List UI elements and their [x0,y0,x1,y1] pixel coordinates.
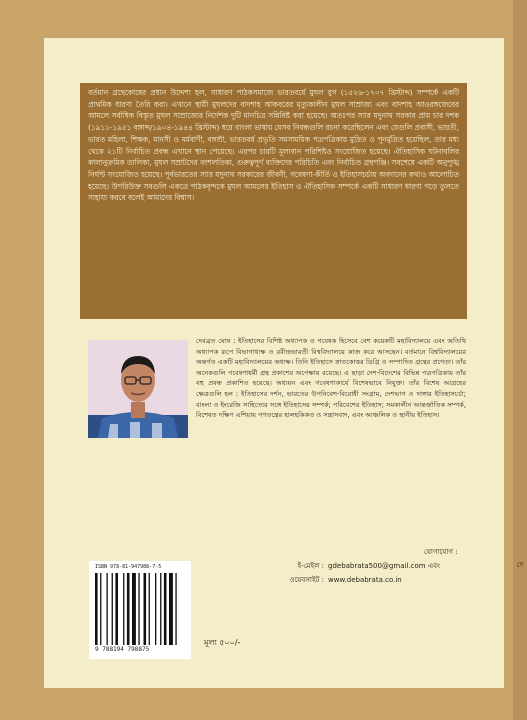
author-bio [196,336,466,566]
website-row [274,573,474,587]
barcode-bars [95,573,185,645]
back-cover-panel [44,38,504,688]
isbn-barcode [89,561,191,659]
bio-text: দেবব্রত ঘোষ : ইতিহাসের বিশিষ্ট অধ্যাপক ও গবেষক হিসেবে বেশ কয়েকটি মহাবিদ্যালয়ে এবং অতিথি অধ্যাপক রূপে বিভাগাধ্যক্ষ ও রবীন্দ্রভারতী বিশ্ববিদ্যালয়ে কাজ করে আসছেন। বর্তমানে বিশ্ববিদ্যালয়ের অন্তর্গত একটি মহাবিদ্যালয়ের অধ্যক্ষ। তিনি ইতিহাসে স্নাতকোত্তর ডিগ্রি ও সম্পাদিত গ্রন্থের প্রণেতা। তাঁর অনেকগুলি গবেষণাধর্মী গ্রন্থ প্রকাশের অপেক্ষায় রয়েছে। এ ছাড়া দেশ-বিদেশের বিভিন্ন পত্রপত্রিকায় তাঁর বহু প্রবন্ধ প্রকাশিত হয়েছে। অধ্যয়ন এবং গবেষণাকার্যে বিশেষভাবে নিযুক্ত। তাঁর বিশেষ আগ্রহের ক্ষেত্রগুলি হল : ইতিহাসের দর্শন, ভারতের উপনিবেশ-বিরোধী সংগ্রাম, দেশভাগ ও দাঙ্গার ইতিহাসচর্চা; বাংলা ও ইংরেজি সাহিত্যের সঙ্গে ইতিহাসের সম্পর্ক; পরিবেশের ইতিহাস; সমকালীন আন্তর্জাতিক সম্পর্ক, বিশেষত দক্ষিণ এশিয়ায় গণতন্ত্রের হালহকিকত ও সন্ত্রাসবাদ, এবং আঞ্চলিক ও স্থানীয় ইতিহাস। [196,337,466,420]
email-address[interactable]: gdebabrata500@gmail.com এবং [328,562,441,570]
website-label: ওয়েবসাইট : [289,576,324,584]
price-label: মূল্য ৫০০/- [204,638,241,647]
spine-text: দে [516,560,524,569]
email-label: ই-মেইল : [297,562,324,570]
barcode-number: 9 788194 798875 [95,646,150,653]
isbn-text: ISBN 978-81-947988-7-5 [95,564,162,570]
blurb-text: বর্তমান গ্রন্থেকোষের প্রধান উদ্দেশ্য হল, সাধারণ পাঠকসমাজে ভারতবর্ষে মুঘল যুগ (১৫২৬-১৭০৭ খ্রিস্টাব্দ) সম্পর্কে একটি প্রাথমিক ধারণা তৈরি করা। এখানে স্থায়ী মুঘলদের বাদশাহ আকবরের মৃত্যুকালীন মুঘল সাম্রাজ্য এবং বাদশাহ আওরঙ্গজেবের আমলে সর্বাধিক বিস্তৃত মুঘল সাম্রাজ্যের নির্দেশক দুটি মানচিত্র সন্নিবিষ্ট করা হয়েছে। অতঃপর স্যার যদুনাথ সরকার প্রায় চার দশক (১৯১১-১৯৫১ বঙ্গাব্দ/১৯০৪-১৯৪৪ খ্রিস্টাব্দ) ধরে বাংলা ভাষায় যেসব নিবন্ধগুলি রচনা করেছিলেন এবং যেগুলি প্রবাসী, ভারতী, ভারত মহিলা, শিক্ষক, মানসী ও মর্মবাণী, বঙ্গশ্রী, ভারতবর্ষ প্রভৃতি সমসাময়িক পত্রপত্রিকায় মুদ্রিত ও পুনর্মুদ্রিত হয়েছিল, তার মধ্য থেকে ২১টি নির্বাচিত প্রবন্ধ এখানে স্থান পেয়েছে। এরপর চারটি মূল্যবান পরিশিষ্টও সংযোজিত হয়েছে। ঐতিহাসিক ঘটনাবলির কালানুক্রমিক তালিকা, মুঘল সম্রাটদের বংশলতিকা, গুরুত্বপূর্ণ ব্যক্তিদের পরিচিতি এবং নির্বাচিত গ্রন্থপঞ্জি। সবশেষে একটি অনুপুঙ্খ নির্ঘণ্ট সংযোজিত হয়েছে। পূর্বভারতের স্যার যদুনাথ সরকারের জীবনী, গবেষণা-কীর্তি ও ইতিহাসচর্চায় অবদানের কথাও আলোচিত হয়েছে। উপরিউক্ত সবগুলি একত্রে পাঠকবৃন্দকে মুঘল আমলের ইতিহাস ও ঐতিহাসিক সম্পর্কে একটি সাধারণ ধারণা গড়ে তুলতে সাহায্য করবে বলেই আমাদের বিশ্বাস। [88,88,460,203]
contact-block [274,545,474,587]
book-blurb [80,83,467,319]
author-photo [88,340,188,438]
email-row [274,559,474,573]
website-url[interactable]: www.debabrata.co.in [328,576,402,584]
contact-heading: যোগাযোগ : [424,548,458,556]
